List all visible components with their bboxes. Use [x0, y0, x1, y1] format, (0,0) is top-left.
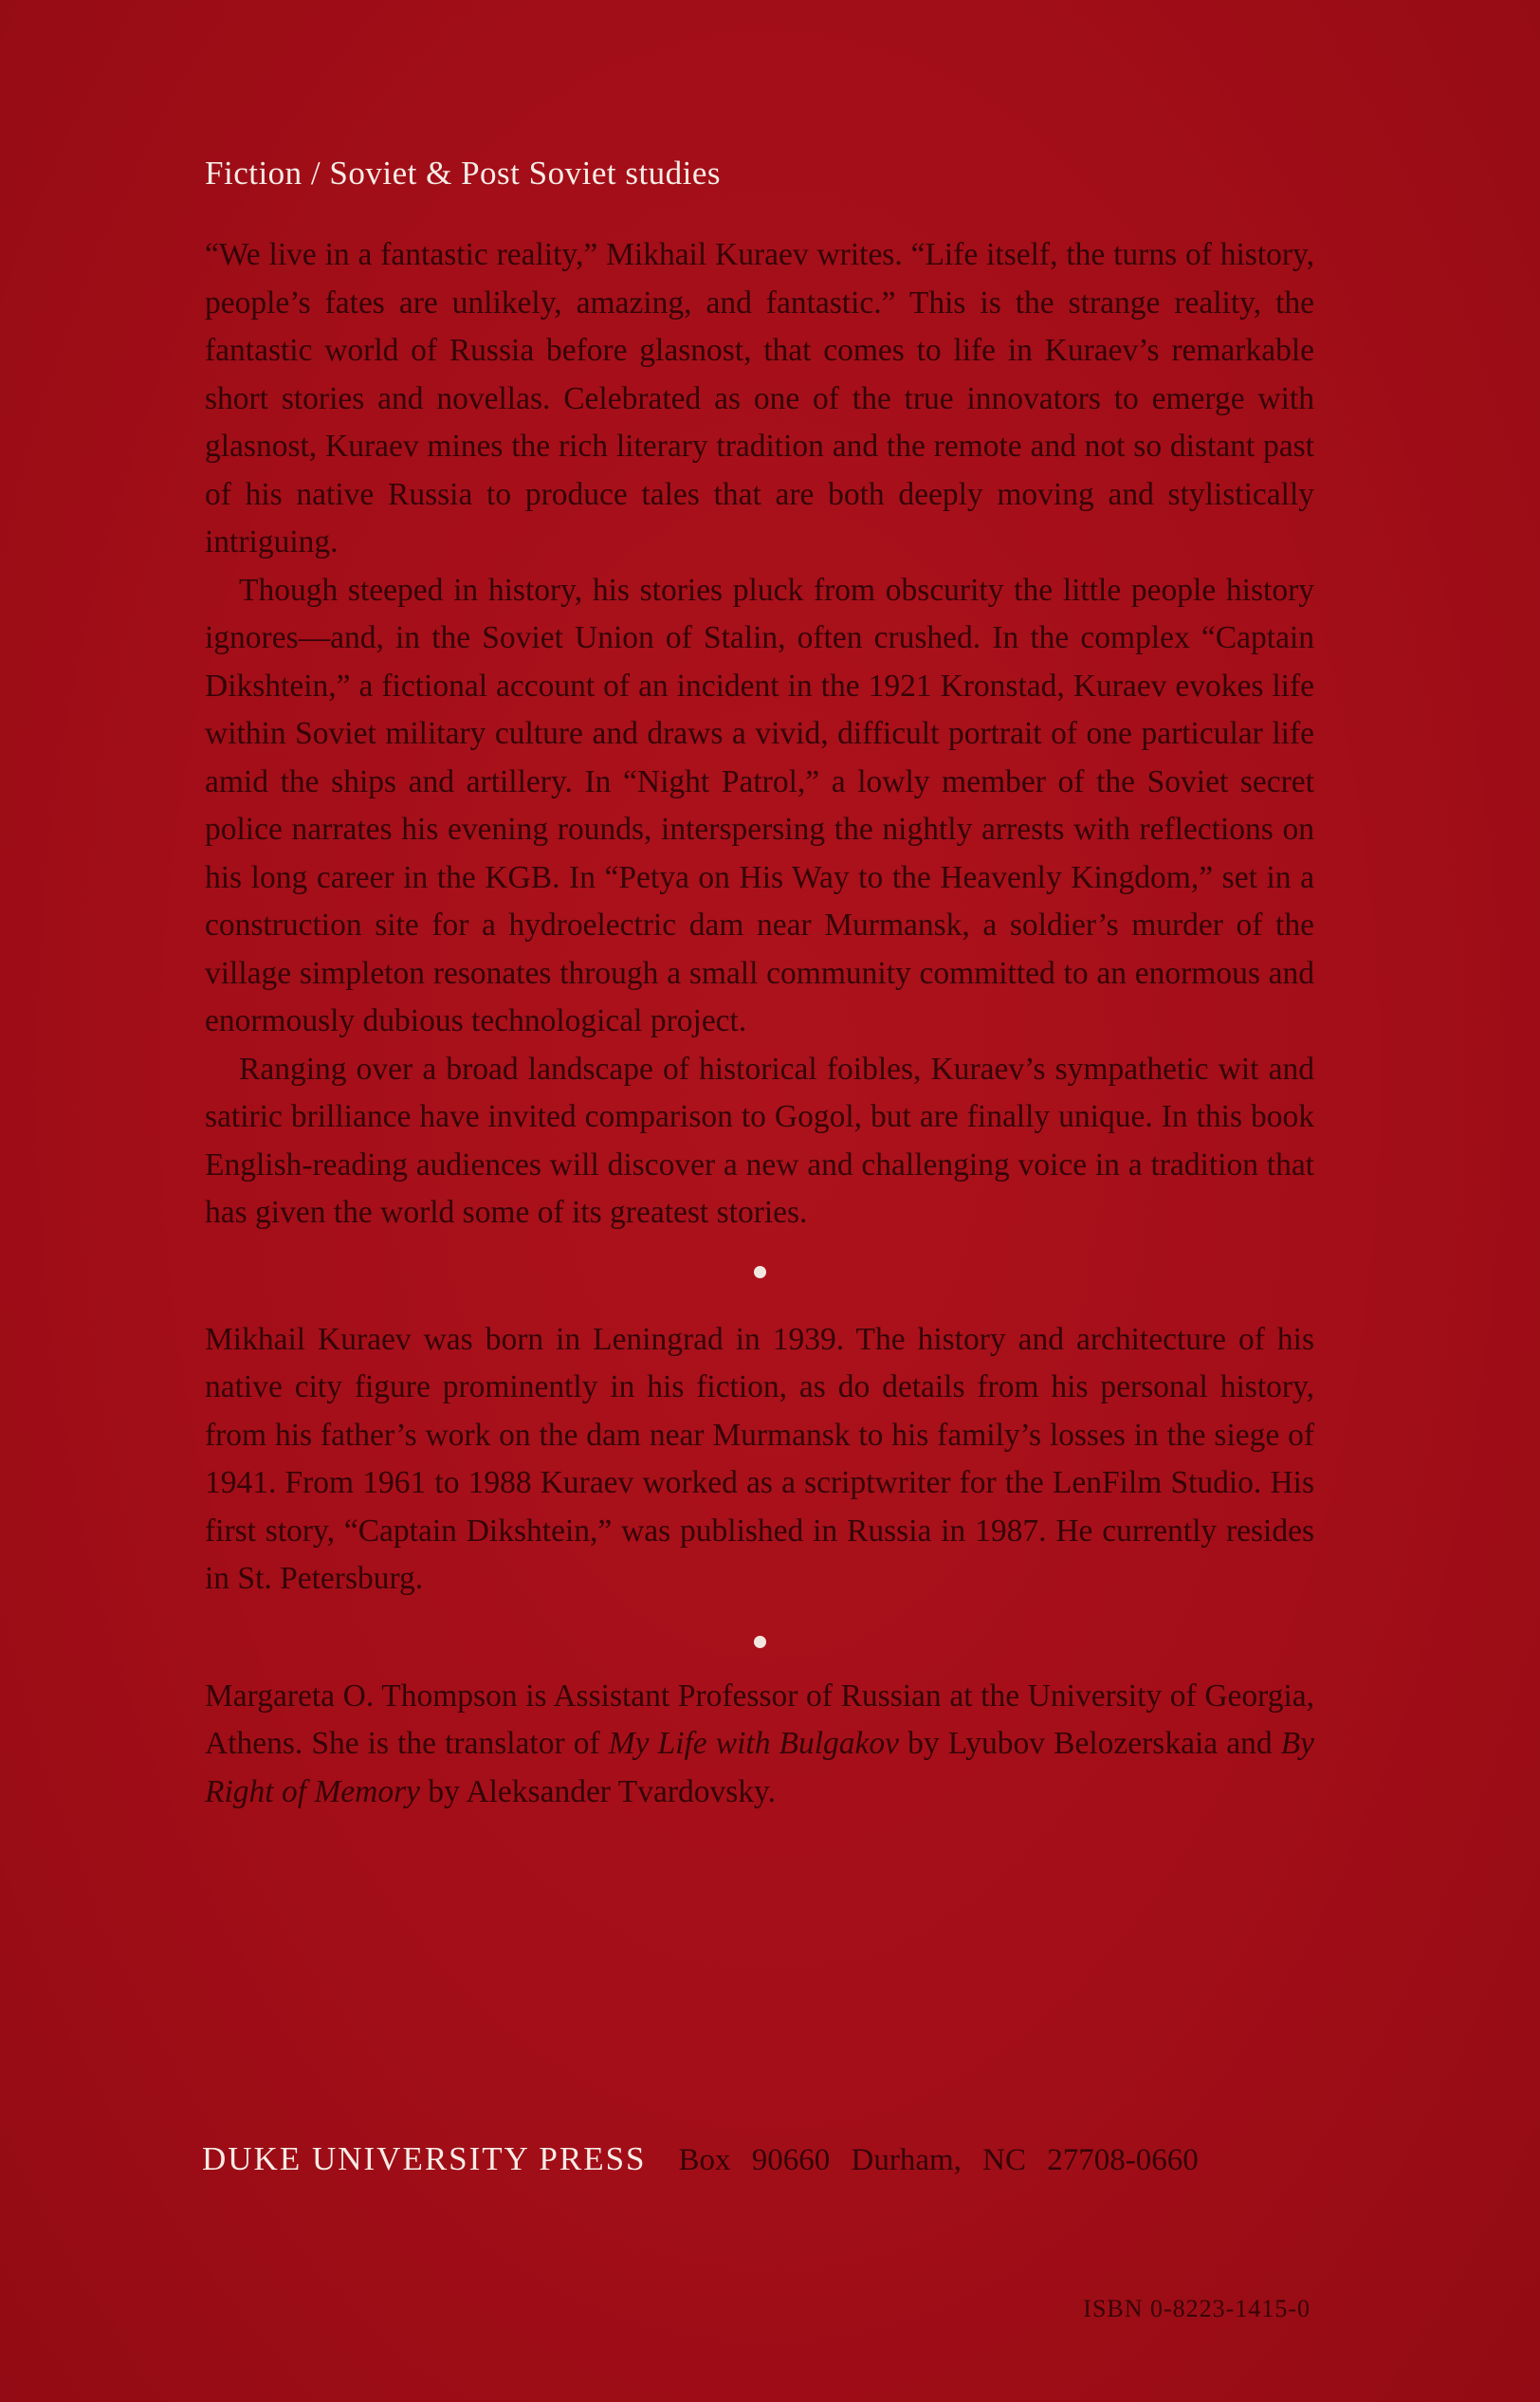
translator-bio-intro: Margareta O. Thompson is Assistant Professor of Russian at the University of Georgia, Athens. She is the translator of	[205, 1678, 1314, 1761]
translated-book-title-2: By Right of Memory	[205, 1726, 1314, 1809]
author-bio: Mikhail Kuraev was born in Leningrad in 1939. The history and architecture of his native city figure prominently in his fiction, as do details from his personal history, from his father’s work on the dam near Murmansk to his family’s losses in the siege of 1941. From 1961 to 1988 Kuraev worked as a scriptwriter for the LenFilm Studio. His first story, “Captain Dikshtein,” was published in Russia in 1987. He currently resides in St. Petersburg.	[205, 1321, 1314, 1596]
description-paragraph-1: “We live in a fantastic reality,” Mikhail Kuraev writes. “Life itself, the turns of history, people’s fates are unlikely, amazing, and fantastic.” This is the strange reality, the fantastic world of Russia before glasnost, that comes to life in Kuraev’s remarkable short stories and novellas. Celebrated as one of the true innovators to emerge with glasnost, Kuraev mines the rich literary tradition and the remote and not so distant past of his native Russia to produce tales that are both deeply moving and stylistically intriguing.	[205, 237, 1314, 559]
translated-book-title-1: My Life with Bulgakov	[608, 1726, 900, 1761]
publisher-name: DUKE UNIVERSITY PRESS	[202, 2140, 647, 2177]
translator-bio-outro: by Aleksander Tvardovsky.	[420, 1773, 776, 1809]
publisher-address: Box 90660 Durham, NC 27708-0660	[678, 2143, 1199, 2177]
isbn-label: ISBN 0-8223-1415-0	[1083, 2295, 1311, 2322]
description-paragraph-2: Though steeped in history, his stories pluck from obscurity the little people history ignores—and, in the Soviet Union of Stalin, often crushed. In the complex “Captain Dikshtein,” a fictional account of an incident in the 1921 Kronstad, Kuraev evokes life within Soviet military culture and draws a vivid, difficult portrait of one particular life amid the ships and artillery. In “Night Patrol,” a lowly member of the Soviet secret police narrates his evening rounds, interspersing the nightly arrests with reflections on his long career in the KGB. In “Petya on His Way to the Heavenly Kingdom,” set in a construction site for a hydroelectric dam near Murmansk, a soldier’s murder of the village simpleton resonates through a small community committed to an enormous and enormously dubious technological project.	[205, 572, 1314, 1038]
category-label: Fiction / Soviet & Post Soviet studies	[205, 155, 722, 192]
publisher-line	[202, 2140, 1316, 2178]
description-paragraph-3: Ranging over a broad landscape of historical foibles, Kuraev’s sympathetic wit and satiric brilliance have invited comparison to Gogol, but are finally unique. In this book English-reading audiences will discover a new and challenging voice in a tradition that has given the world some of its greatest stories.	[205, 1051, 1314, 1230]
translator-bio	[205, 1673, 1314, 1817]
translator-bio-mid: by Lyubov Belozerskaia and	[899, 1726, 1281, 1761]
section-divider-dot	[754, 1636, 766, 1648]
section-divider-dot	[754, 1266, 766, 1278]
cover-text-block	[205, 152, 1314, 1816]
